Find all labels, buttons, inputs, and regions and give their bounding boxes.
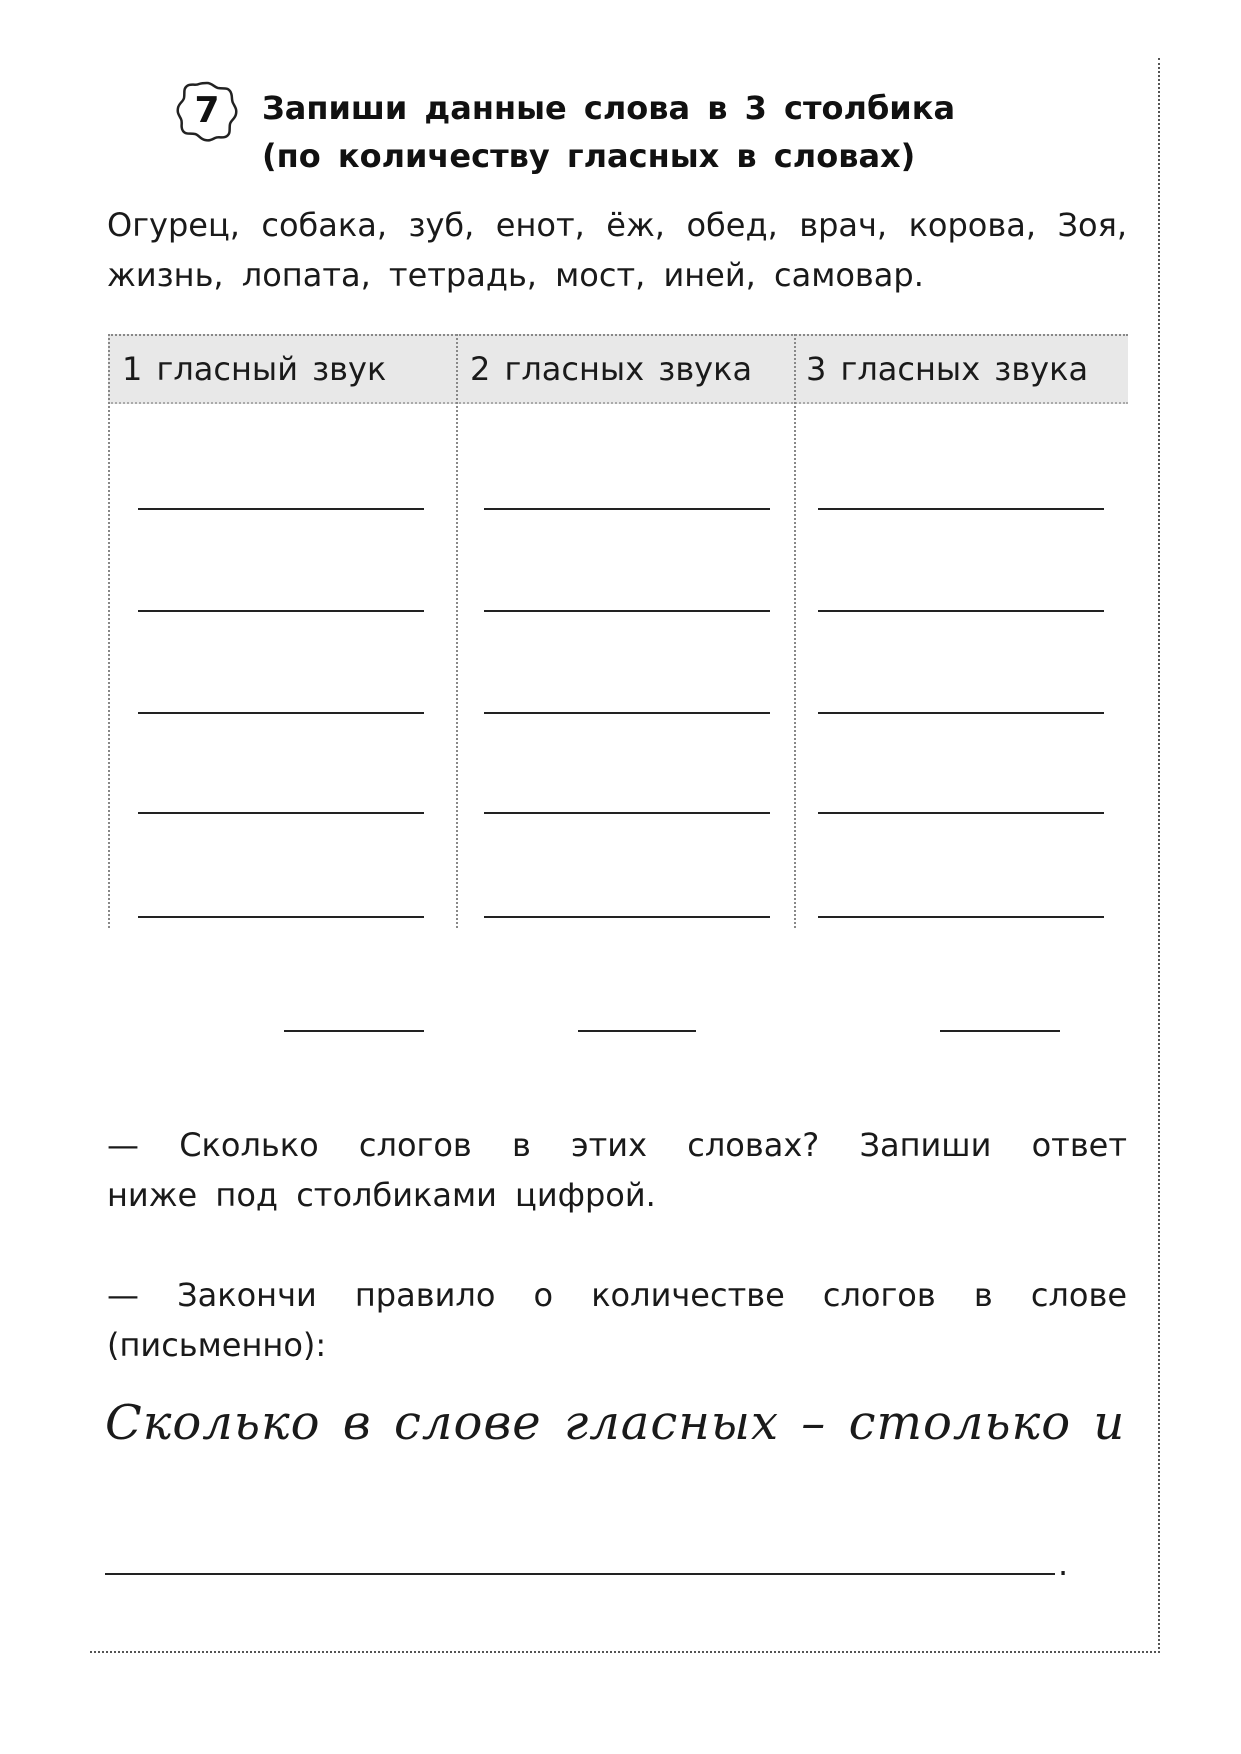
answer-line[interactable] — [138, 508, 424, 510]
column-header-2-vowels: 2 гласных звука — [470, 350, 753, 388]
syllable-count-line-3[interactable] — [940, 1030, 1060, 1032]
syllable-count-line-1[interactable] — [284, 1030, 424, 1032]
column-header-1-vowel: 1 гласный звук — [122, 350, 387, 388]
answer-line[interactable] — [484, 712, 770, 714]
rule-answer-line[interactable] — [105, 1573, 1055, 1575]
task-title-line1: Запиши данные слова в 3 столбика — [262, 89, 956, 127]
answer-line[interactable] — [484, 610, 770, 612]
column-divider-2 — [794, 334, 796, 928]
task-number: 7 — [194, 90, 220, 131]
rule-question-line1: — Закончи правило о количестве слогов в слове — [107, 1276, 1127, 1314]
answer-line[interactable] — [484, 812, 770, 814]
answer-line[interactable] — [138, 812, 424, 814]
answer-line[interactable] — [138, 916, 424, 918]
task-title-line2: (по количеству гласных в словах) — [262, 137, 916, 175]
column-header-3-vowels: 3 гласных звука — [806, 350, 1089, 388]
word-sort-table — [108, 334, 1128, 928]
syllable-question-line2: ниже под столбиками цифрой. — [107, 1176, 656, 1214]
word-list-line2: жизнь, лопата, тетрадь, мост, иней, самовар. — [107, 256, 924, 294]
rule-final-period: . — [1058, 1545, 1069, 1583]
answer-line[interactable] — [818, 712, 1104, 714]
rule-question-line2: (письменно): — [107, 1326, 327, 1364]
syllable-question — [107, 1120, 1127, 1220]
task-number-badge — [176, 80, 238, 142]
page-border-bottom — [90, 1651, 1160, 1653]
rule-handwritten-start: Сколько в слове гласных – столько и — [105, 1395, 1126, 1451]
word-list — [107, 200, 1127, 300]
rule-question — [107, 1270, 1127, 1370]
answer-line[interactable] — [818, 508, 1104, 510]
syllable-count-line-2[interactable] — [578, 1030, 696, 1032]
answer-line[interactable] — [818, 610, 1104, 612]
answer-line[interactable] — [818, 916, 1104, 918]
task-title — [262, 84, 955, 180]
syllable-question-line1: — Сколько слогов в этих словах? Запиши ответ — [107, 1126, 1127, 1164]
column-divider-1 — [456, 334, 458, 928]
table-left-border — [108, 334, 110, 928]
word-list-line1: Огурец, собака, зуб, енот, ёж, обед, врач, корова, Зоя, — [107, 206, 1127, 244]
answer-line[interactable] — [138, 610, 424, 612]
answer-line[interactable] — [484, 916, 770, 918]
answer-line[interactable] — [484, 508, 770, 510]
page-border-right — [1158, 58, 1160, 1653]
answer-line[interactable] — [138, 712, 424, 714]
answer-line[interactable] — [818, 812, 1104, 814]
